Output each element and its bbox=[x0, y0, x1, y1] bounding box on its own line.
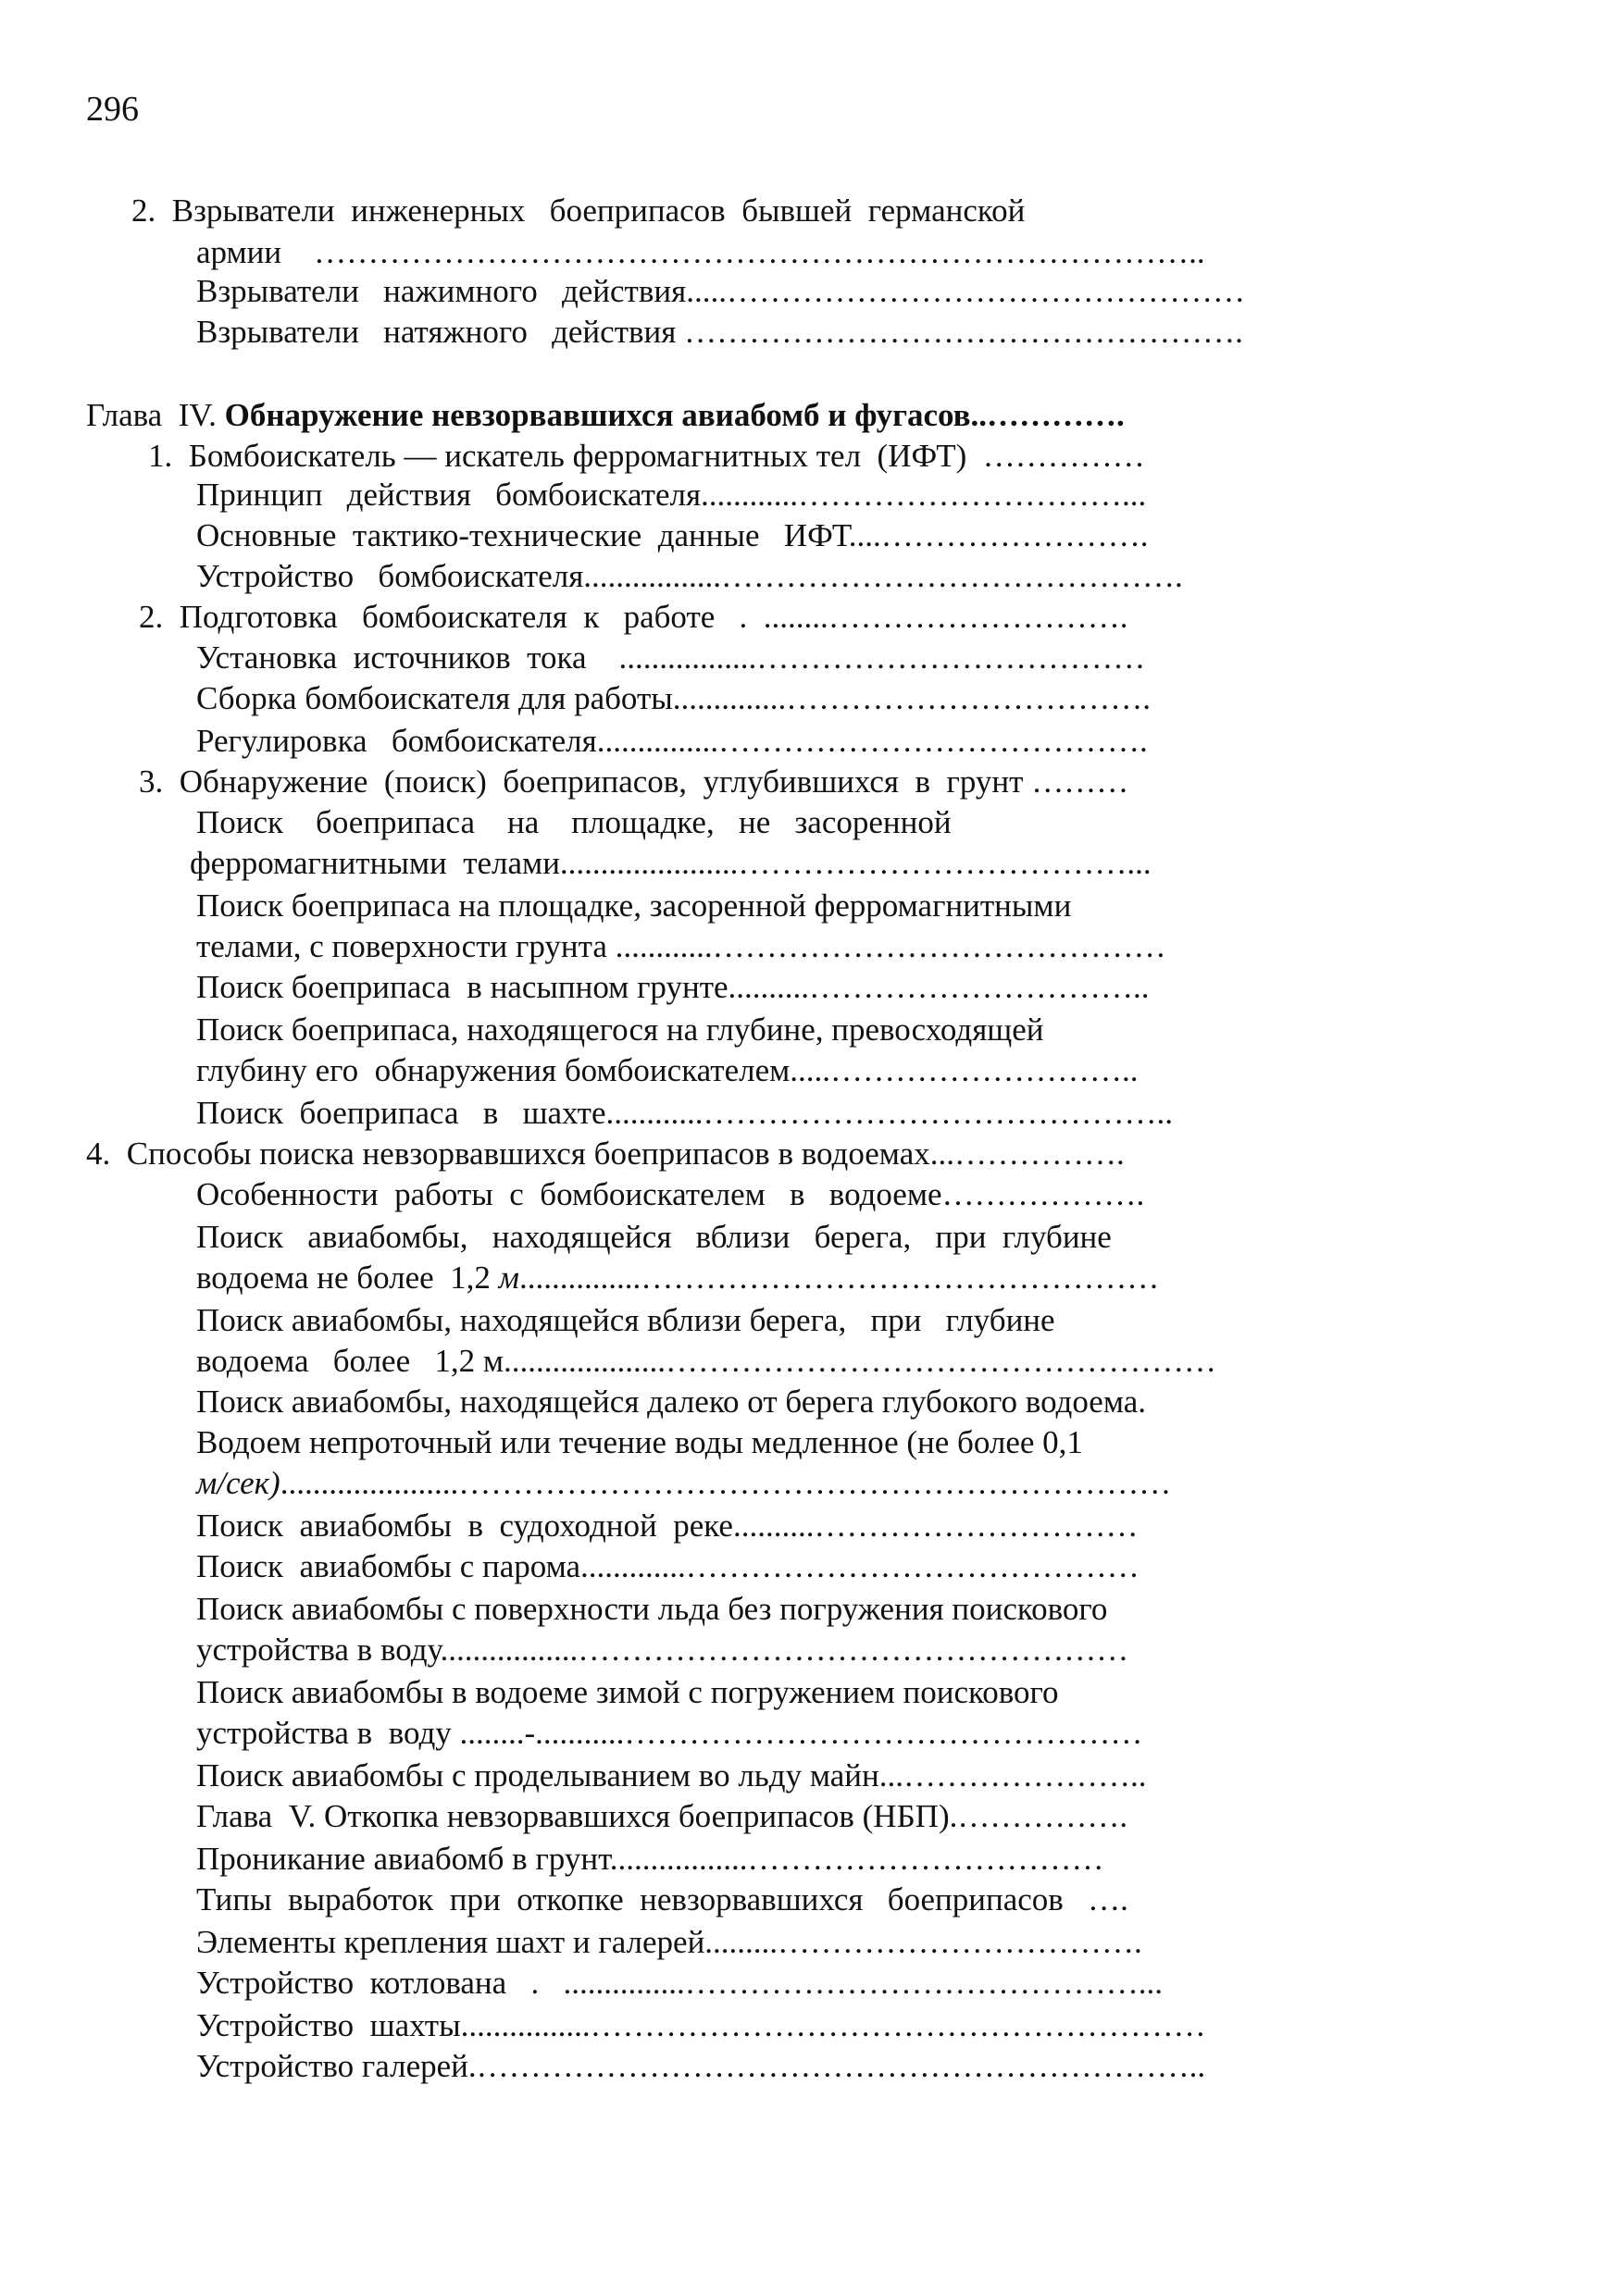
toc-entry-text: Взрыватели натяжного действия ……………………………………………. bbox=[196, 314, 1243, 350]
leader-dots: ...............………………………………………… bbox=[518, 1260, 1160, 1296]
toc-line bbox=[196, 1588, 1107, 1631]
toc-line bbox=[190, 842, 1152, 885]
toc-line bbox=[196, 720, 1148, 763]
toc-entry-text: Взрыватели инженерных боеприпасов бывшей германской bbox=[171, 192, 1026, 229]
toc-line bbox=[196, 1838, 1103, 1880]
toc-line bbox=[196, 231, 1205, 274]
toc-line bbox=[196, 1340, 1216, 1383]
toc-line bbox=[196, 2045, 1205, 2088]
toc-line bbox=[196, 2004, 1206, 2047]
toc-line bbox=[196, 637, 1145, 679]
item-number: 3. bbox=[139, 763, 180, 800]
toc-line bbox=[86, 1133, 1125, 1175]
toc-entry-text: Элементы крепления шахт и галерей.........……………………………. bbox=[196, 1924, 1142, 1960]
toc-line bbox=[196, 1921, 1142, 1964]
toc-line bbox=[196, 555, 1183, 598]
toc-entry-text: Способы поиска невзорвавшихся боеприпасов в водоемах...……………. bbox=[126, 1136, 1125, 1172]
toc-line bbox=[196, 474, 1146, 516]
toc-entry-text: Регулировка бомбоискателя...............…………………………………. bbox=[196, 723, 1148, 759]
toc-entry-text: Устройство шахты................………………………………………………… bbox=[196, 2007, 1206, 2043]
toc-line bbox=[196, 1421, 1083, 1464]
toc-entry-text: Поиск боеприпаса в шахте............…………………………………….. bbox=[196, 1095, 1174, 1131]
toc-entry-text: армии ……………………………………………………………………….. bbox=[196, 234, 1205, 270]
toc-line bbox=[196, 1545, 1140, 1588]
toc-line bbox=[196, 1257, 1159, 1299]
unit-italic: м bbox=[498, 1260, 519, 1296]
toc-line bbox=[196, 1505, 1138, 1547]
item-number: 4. bbox=[86, 1136, 127, 1172]
toc-line bbox=[196, 1712, 1142, 1755]
toc-line bbox=[86, 394, 1125, 437]
toc-entry-text: Проникание авиабомб в грунт.................…………………………… bbox=[196, 1841, 1104, 1877]
toc-line bbox=[196, 1299, 1055, 1342]
toc-entry-text: Водоем непроточный или течение воды медленное (не более 0,1 bbox=[196, 1424, 1083, 1460]
toc-entry-text: Обнаружение невзорвавшихся авиабомб и фугасов..…………. bbox=[224, 397, 1125, 433]
item-number: 2. bbox=[131, 192, 172, 229]
toc-entry-text: Установка источников тока .................……………………………… bbox=[196, 639, 1146, 676]
toc-entry-text: Подготовка бомбоискателя к работе . ........………………………. bbox=[179, 599, 1128, 635]
toc-line bbox=[196, 677, 1151, 720]
toc-entry-text: Поиск боеприпаса в насыпном грунте..........………………………….. bbox=[196, 969, 1150, 1005]
toc-line bbox=[196, 1962, 1163, 2004]
toc-entry-text: Основные тактико-технические данные ИФТ....……………………. bbox=[196, 517, 1149, 553]
toc-entry-text: Особенности работы с бомбоискателем в водоеме………………. bbox=[196, 1176, 1145, 1212]
toc-line bbox=[139, 596, 1128, 639]
toc-entry-text: Поиск авиабомбы, находящейся далеко от берега глубокого водоема. bbox=[196, 1384, 1147, 1420]
toc-entry-text: Взрыватели нажимного действия.....………………………………………… bbox=[196, 273, 1245, 309]
toc-line bbox=[196, 311, 1243, 354]
toc-entry-text: водоема более 1,2 м....................…………………………………………… bbox=[196, 1343, 1217, 1379]
toc-line bbox=[196, 1462, 1171, 1505]
toc-line bbox=[196, 1092, 1173, 1135]
chapter-prefix: Глава IV. bbox=[86, 397, 225, 433]
toc-entry-text: Поиск авиабомбы с проделыванием во льду майн...………………….. bbox=[196, 1757, 1147, 1793]
toc-entry-text: Поиск авиабомбы с поверхности льда без погружения поискового bbox=[196, 1591, 1108, 1627]
toc-entry-text: Устройство котлована . ...............……………………………………... bbox=[196, 1965, 1163, 2001]
toc-entry-text: Поиск авиабомбы в судоходной реке..........………………………… bbox=[196, 1508, 1139, 1544]
toc-entry-text: Поиск боеприпаса на площадке, засоренной ферромагнитными bbox=[196, 887, 1072, 924]
toc-line bbox=[131, 190, 1025, 232]
toc-entry-text: Обнаружение (поиск) боеприпасов, углубившихся в грунт ……… bbox=[179, 763, 1129, 800]
toc-line bbox=[196, 270, 1245, 313]
item-number: 1. bbox=[148, 438, 189, 474]
toc-entry-text: Поиск авиабомбы, находящейся вблизи берега, при глубине bbox=[196, 1302, 1055, 1338]
toc-entry-text: Глава V. Откопка невзорвавшихся боеприпасов (НБП).……………. bbox=[196, 1798, 1128, 1834]
toc-line bbox=[196, 801, 952, 844]
toc-entry-text: водоема не более 1,2 bbox=[196, 1260, 499, 1296]
toc-entry-text: устройства в воду.................…………………………………………… bbox=[196, 1632, 1129, 1668]
toc-line bbox=[148, 435, 1145, 478]
toc-line bbox=[196, 885, 1071, 927]
toc-line bbox=[196, 1755, 1146, 1797]
toc-line bbox=[196, 1381, 1146, 1423]
toc-line bbox=[196, 966, 1150, 1009]
toc-entry-text: Поиск боеприпаса, находящегося на глубине, превосходящей bbox=[196, 1011, 1044, 1048]
item-number: 2. bbox=[139, 599, 180, 635]
toc-entry-text: Устройство галерей.………………………………………………………….. bbox=[196, 2048, 1206, 2084]
toc-entry-text: Поиск авиабомбы в водоеме зимой с погружением поискового bbox=[196, 1674, 1059, 1710]
toc-line bbox=[196, 1795, 1127, 1838]
toc-line bbox=[196, 1671, 1059, 1714]
toc-line bbox=[196, 515, 1148, 557]
toc-entry-text: Поиск боеприпаса на площадке, не засоренной bbox=[196, 804, 952, 840]
toc-line bbox=[196, 1879, 1128, 1921]
toc-entry-text: Поиск авиабомбы с парома.............…………………………………… bbox=[196, 1548, 1140, 1584]
page-number: 296 bbox=[86, 90, 139, 129]
toc-entry-text: Бомбоискатель — искатель ферромагнитных тел (ИФТ) …………… bbox=[188, 438, 1145, 474]
toc-line bbox=[196, 925, 1166, 968]
toc-entry-text: Типы выработок при откопке невзорвавшихся боеприпасов …. bbox=[196, 1881, 1128, 1917]
leader-dots: ......................………………………………………………………… bbox=[280, 1465, 1172, 1501]
toc-line bbox=[196, 1629, 1128, 1671]
toc-entry-text: Поиск авиабомбы, находящейся вблизи берега, при глубине bbox=[196, 1219, 1112, 1255]
toc-entry-text: ферромагнитными телами......................………………………………... bbox=[190, 845, 1152, 881]
toc-entry-text: Устройство бомбоискателя.................……………………………………. bbox=[196, 558, 1183, 594]
toc-line bbox=[196, 1009, 1044, 1051]
toc-line bbox=[196, 1216, 1112, 1259]
unit-italic: м/сек) bbox=[196, 1465, 280, 1501]
toc-entry-text: Принцип действия бомбоискателя............…………………………... bbox=[196, 477, 1147, 513]
toc-entry-text: глубину его обнаружения бомбоискателем.....……………………….. bbox=[196, 1052, 1139, 1088]
toc-entry-text: Сборка бомбоискателя для работы..............……………………………. bbox=[196, 680, 1152, 716]
toc-entry-text: устройства в воду ........-...........………………………………………… bbox=[196, 1715, 1143, 1751]
toc-line bbox=[139, 761, 1128, 803]
toc-line bbox=[196, 1049, 1139, 1092]
toc-entry-text: телами, с поверхности грунта ............…………………………………… bbox=[196, 928, 1166, 964]
toc-line bbox=[196, 1173, 1144, 1216]
